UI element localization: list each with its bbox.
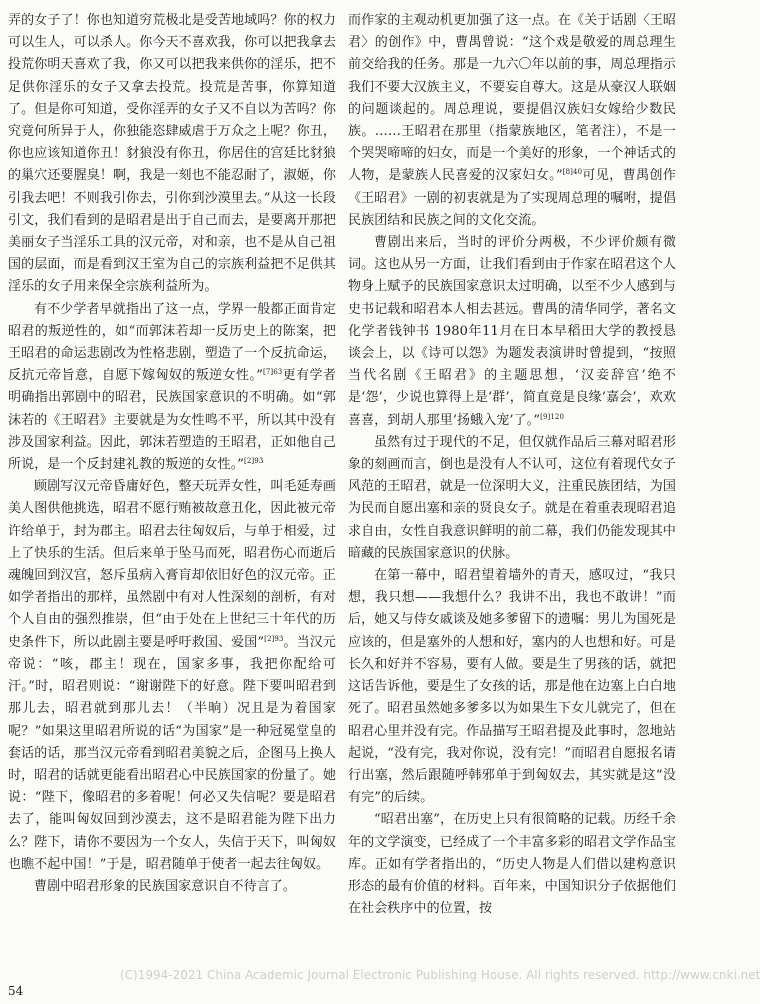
left-column [8, 10, 336, 898]
paragraph-text: 而作家的主观动机更加强了这一点。在《关于话剧〈王昭君〉的创作》中，曹禺曾说：“这个戏是敬爱的周总理生前交给我的任务。那是一九六〇年以前的事，周总理指示我们不要大汉族主义，不要妄自尊大。这是从豪汉人联姻的问题谈起的。周总理说，要提倡汉族妇女嫁给少数民族。……王昭君在那里（指蒙族地区，笔者注），不是一个哭哭啼啼的妇女，而是一个美好的形象，一个神话式的人物，是蒙族人民喜爱的汉家妇女。” [348, 13, 676, 184]
right-column [348, 10, 676, 920]
paragraph [8, 476, 336, 876]
paragraph-text: 。当汉元帝说：“咳，郡主！现在，国家多事，我把你配给可汗。”时，昭君则说：“谢谢陛下的好意。陛下要叫昭君到那儿去，昭君就到那儿去！（半晌）况且是为着国家呢？”如果这里昭君所说的话“为国家”是一种冠冕堂皇的套话的话，那当汉元帝看到昭君美貌之后，企图马上换人时，昭君的话就更能看出昭君心中民族国家的份量了。她说：“陛下，像昭君的多着呢！何必又失信呢？要是昭君去了，能叫匈奴回到沙漠去，这不是昭君能为陛下出力么？陛下，请你不要因为一个女人，失信于天下，叫匈奴也瞧不起中国！”于是，昭君随单于使者一起去往匈奴。 [8, 634, 336, 872]
citation: [7]63 [263, 368, 283, 377]
copyright-watermark: (C)1994-2021 China Academic Journal Electronic Publishing House. All rights reserved. http://www.cnki.net [120, 968, 760, 982]
paragraph [8, 10, 336, 299]
paragraph [348, 565, 676, 809]
paragraph [8, 299, 336, 477]
citation: [8]40 [562, 168, 583, 177]
paragraph-text: 弄的女子了！你也知道穷荒极北是受苦地域吗？你的权力可以生人，可以杀人。你今天不喜欢我，你可以把我拿去投荒你明天喜欢了我，你又可以把我来供你的淫乐，把不足供你淫乐的女子又拿去投荒。投荒是苦事，你算知道了。但是你可知道，受你淫弄的女子又不自以为苦吗？你究竟何所异于人，你独能恣肆威虐于万众之上呢？你丑，你也应该知道你丑！豺狼没有你丑，你居住的宫廷比豺狼的巢穴还要腥臭！啊，我是一刻也不能忍耐了，淑姬，你引我去吧！不则我引你去，引你到沙漠里去。”从这一长段引文，我们看到的是昭君是出于自己而去，是要离开那把美丽女子当淫乐工具的汉元帝，对和亲，也不是从自己祖国的层面，而是看到汉王室为自己的宗族利益把不足供其淫乐的女子用来保全宗族利益所为。 [8, 13, 336, 295]
paragraph-text: 曹剧中昭君形象的民族国家意识自不待言了。 [34, 878, 297, 894]
citation: [2]93 [264, 634, 284, 643]
paragraph [8, 876, 336, 898]
paragraph-text: 顾剧写汉元帝昏庸好色，整天玩弄女性，叫毛延寿画美人图供他挑选，昭君不愿行贿被故意丑化，因此被元帝许给单于，封为郡主。昭君去往匈奴后，与单于相爱，过上了快乐的生活。但后来单于坠马而死，昭君伤心而逝后魂魄回到汉宫，怒斥虽病入膏肓却依旧好色的汉元帝。正如学者指出的那样，虽然剧中有对人性深刻的剖析，有对个人自由的强烈推崇，但“由于处在上世纪三十年代的历史条件下，所以此剧主要是呼吁救国、爱国” [8, 479, 336, 650]
paragraph-text: 可见，曹禺创作《王昭君》一剧的初衷就是为了实现周总理的嘱咐，提倡民族团结和民族之间的文化交流。 [348, 168, 676, 228]
paragraph [348, 232, 676, 432]
paragraph-text: 虽然有过于现代的不足，但仅就作品后三幕对昭君形象的刻画而言，倒也是没有人不认可，这位有着现代女子风范的王昭君，就是一位深明大义，注重民族团结，为国为民而自愿出塞和亲的贤良女子。就是在着重表现昭君追求自由，女性自我意识鲜明的前二幕，我们仍能发现其中暗藏的民族国家意识的伏脉。 [348, 434, 676, 561]
paragraph-text: 更有学者明确指出郭剧中的昭君，民族国家意识的不明确。如“郭沫若的《王昭君》主要就是为女性鸣不平，所以其中没有涉及国家利益。因此，郭沫若塑造的王昭君，正如他自己所说，是一个反封建礼教的叛逆的女性。” [8, 368, 336, 473]
paragraph-text: 有不少学者早就指出了这一点，学界一般都正面肯定昭君的叛逆性的，如“而郭沫若却一反历史上的陈案，把王昭君的命运悲剧改为性格悲剧，塑造了一个反抗命运，反抗元帝旨意，自愿下嫁匈奴的叛逆女性。” [8, 301, 336, 384]
paragraph-text: 曹剧出来后，当时的评价分两极，不少评价颇有微词。这也从另一方面，让我们看到由于作家在昭君这个人物身上赋予的民族国家意识太过明确，以至不少人感到与史书记载和昭君本人相去甚远。曹禺的清华同学，著名文化学者钱钟书 1980年11月在日本早稻田大学的教授恳谈会上，以《诗可以怨》为题发表演讲时曾提到，“按照当代名剧《王昭君》的主题思想，‘汉妾辞宫’绝不是‘怨’，少说也算得上是‘群’，简直竟是良缘‘嘉会’，欢欢喜喜，到胡人那里‘扬蛾入宠’了。” [348, 235, 676, 428]
page-number: 54 [8, 984, 24, 998]
paragraph-text: “昭君出塞”，在历史上只有很简略的记载。历经千余年的文学演变，已经成了一个丰富多彩的昭君文学作品宝库。正如有学者指出的，“历史人物是人们借以建构意识形态的最有价值的材料。百年来，中国知识分子依据他们在社会秩序中的位置，按 [348, 812, 676, 917]
paragraph-text: 在第一幕中，昭君望着墙外的青天，感叹过，“我只想，我只想——我想什么？我讲不出，我也不敢讲！”而后，她又与侍女戚谈及她多爹留下的遗嘱：男儿为国死是应该的，但是塞外的人想和好，塞内的人也想和好。可是长久和好并不容易，要有人做。要是生了男孩的话，就把这话告诉他，要是生了女孩的话，那是他在边塞上白白地死了。昭君虽然她多爹多以为如果生下女儿就完了，但在昭君心里并没有完。作品描写王昭君提及此事时，忽地站起说，“没有完，我对你说，没有完！”而昭君自愿报名请行出塞，然后跟随呼韩邪单于到匈奴去，其实就是这“没有完”的后续。 [348, 568, 676, 806]
paragraph [348, 809, 676, 920]
citation: [2]93 [244, 457, 264, 466]
paragraph [348, 432, 676, 565]
paragraph [348, 10, 676, 232]
citation: [9]120 [540, 412, 565, 421]
